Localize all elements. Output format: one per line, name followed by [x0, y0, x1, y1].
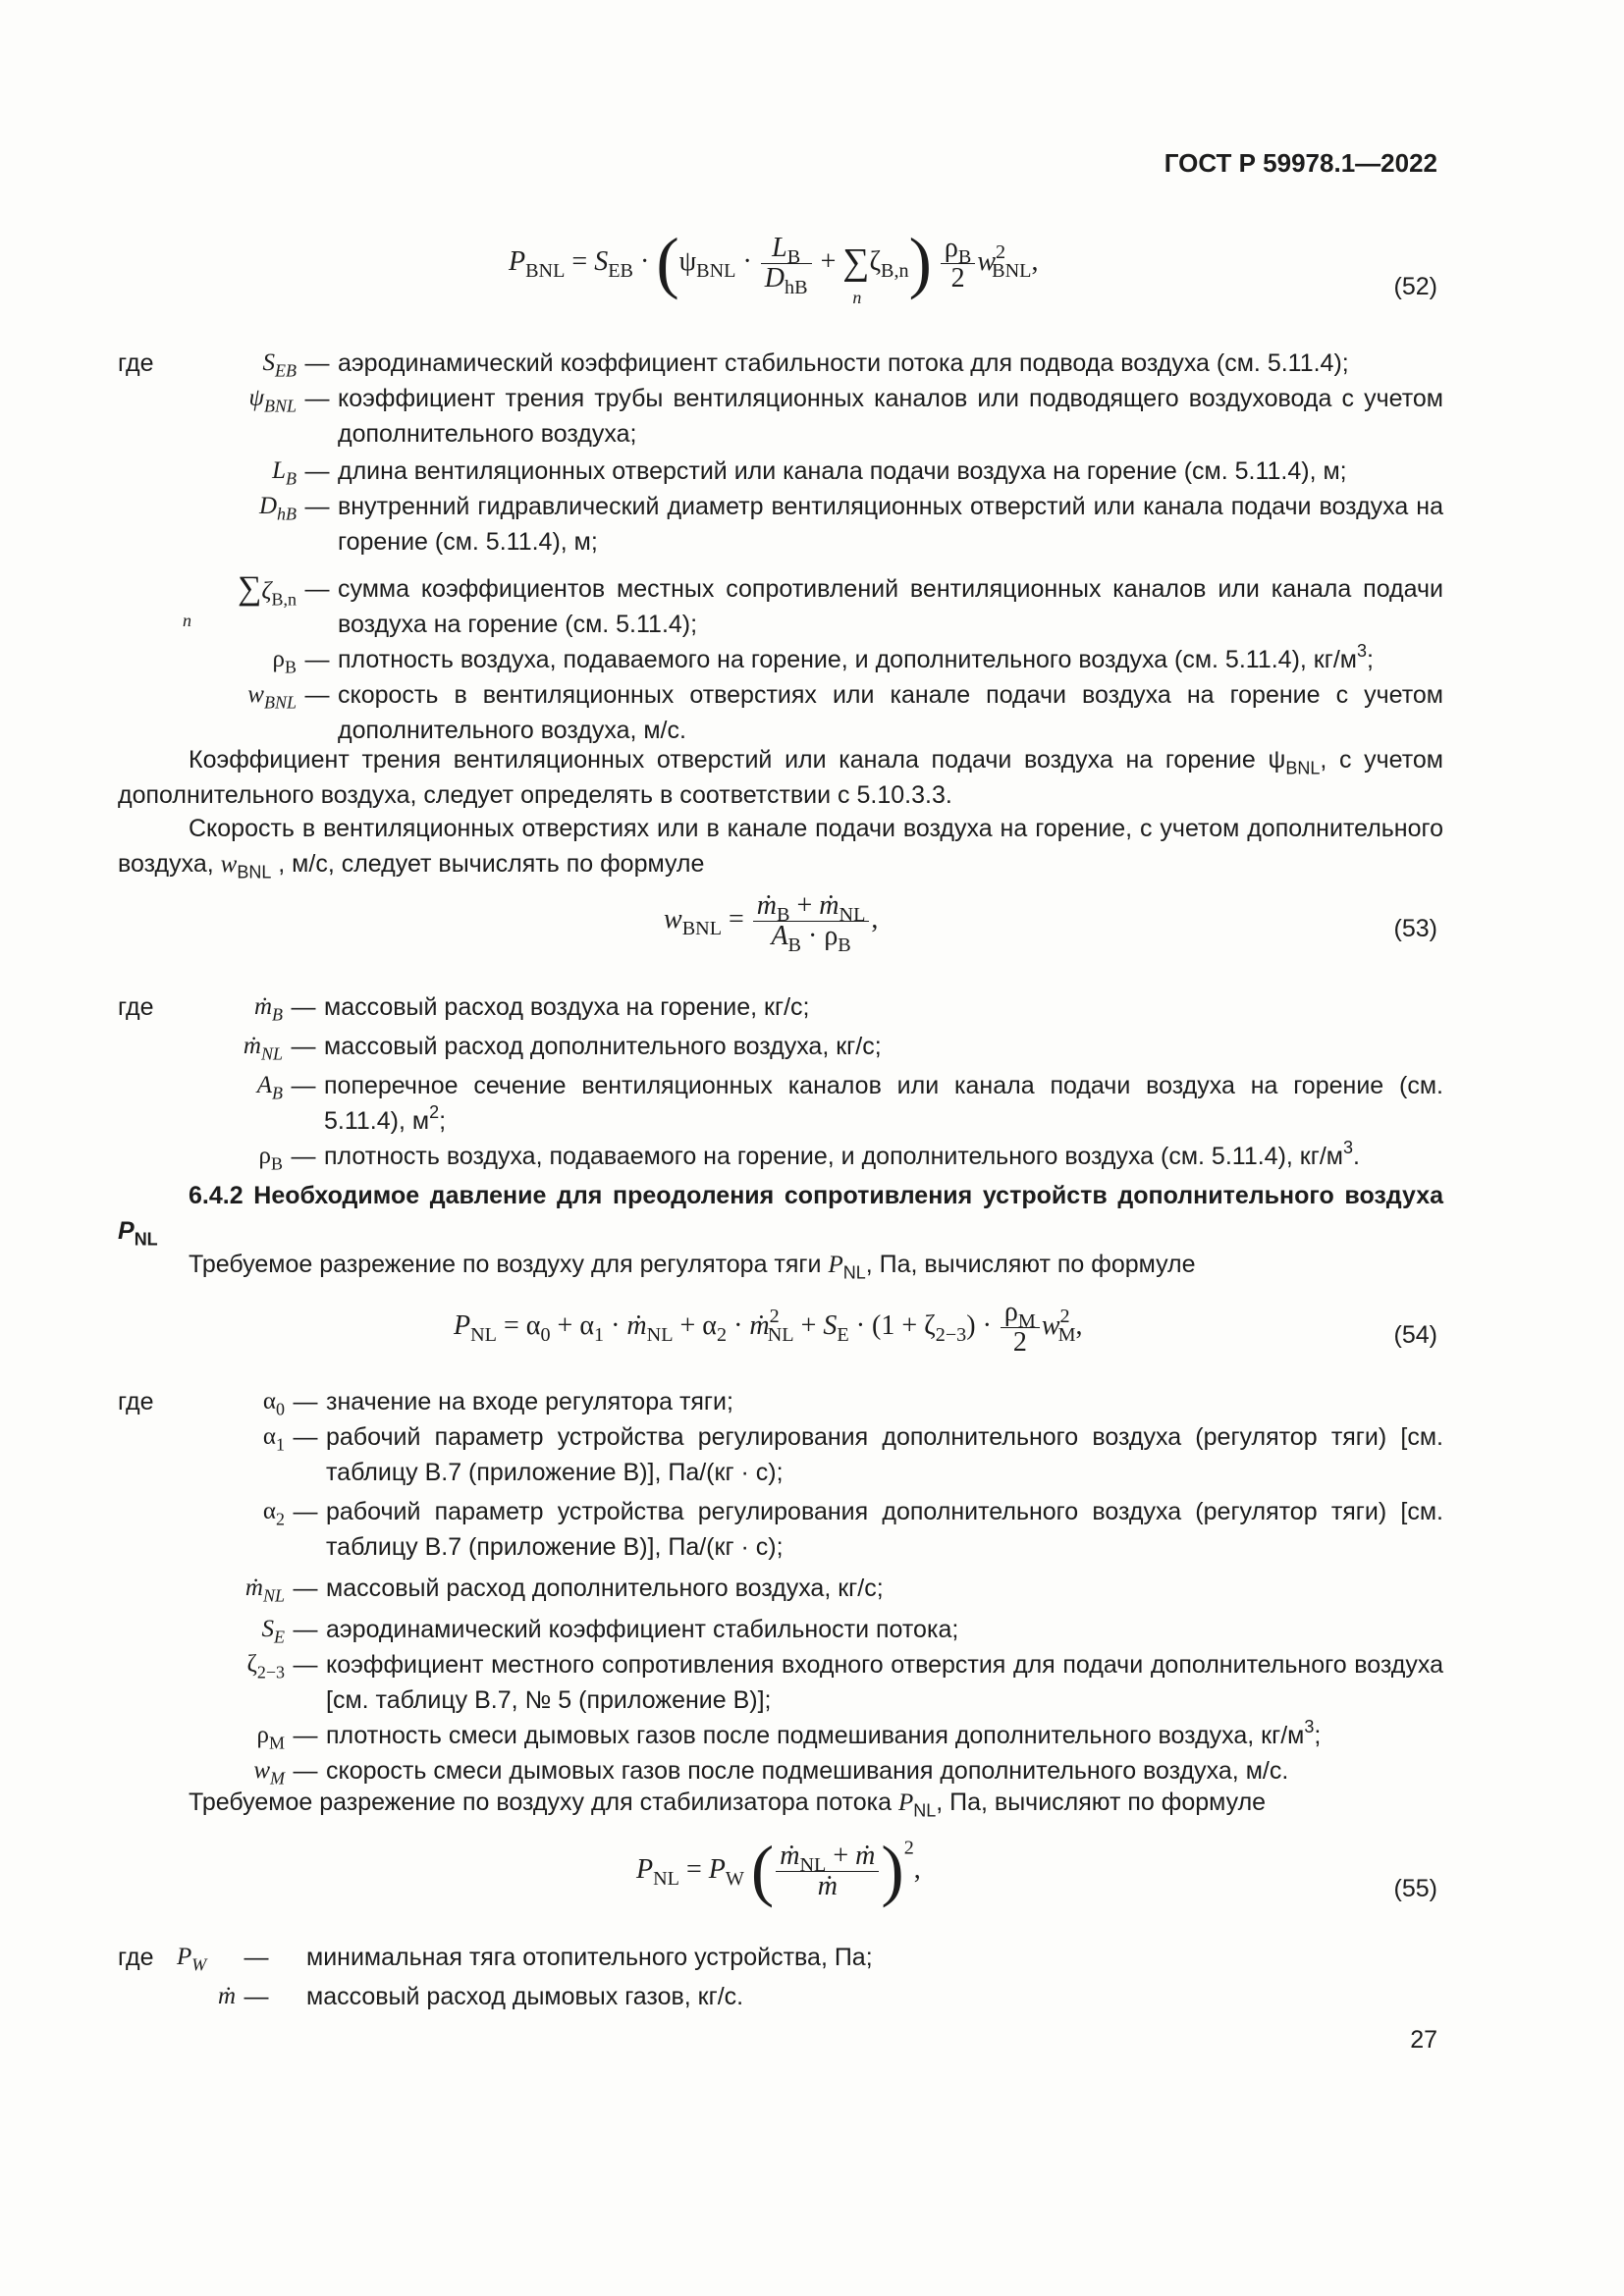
section-heading: 6.4.2 Необходимое давление для преодоления сопротивления устройств дополнительного воздуха $P_{NL}$ [118, 1182, 1443, 1250]
definition-item: $\alpha_1$ — рабочий параметр устройства регулирования дополнительного воздуха (регулятор тяги) [см. таблицу В.7 (приложение В)], Па/(кг · с); [262, 1423, 1443, 1486]
where-label: где [118, 349, 154, 377]
definition-item: $\alpha_2$ — рабочий параметр устройства регулирования дополнительного воздуха (регулятор тяги) [см. таблицу В.7 (приложение В)], Па/(кг · с); [262, 1498, 1443, 1561]
definition-item: $\sum\zeta_{B,n}$ n — сумма коэффициентов местных сопротивлений вентиляционных каналов или канала подачи воздуха на горение (см. 5.11.4); [183, 570, 1443, 638]
definition-item: где $P_W$ — минимальная тяга отопительного устройства, Па; [118, 1944, 873, 1975]
equation-55-number: (55) [1393, 1875, 1437, 1902]
definition-item: $A_B$ — поперечное сечение вентиляционных каналов или канала подачи воздуха на горение (см. 5.11.4), $м^2$; [256, 1072, 1443, 1135]
definition-item: где $S_{EB}$ — аэродинамический коэффициент стабильности потока для подвода воздуха (см. 5.11.4); [118, 346, 1443, 381]
paragraph-friction: Коэффициент трения вентиляционных отверстий или канала подачи воздуха на горение $\psi_{BNL}$, с учетом дополнительного воздуха, следует определять в соответствии с 5.10.3.3. [118, 746, 1443, 809]
definition-item: $\psi_{BNL}$ — коэффициент трения трубы вентиляционных каналов или подводящего воздуховода с учетом дополнительного воздуха; [248, 385, 1443, 448]
definition-item: $w_{BNL}$ — скорость в вентиляционных отверстиях или канале подачи воздуха на горение с учетом дополнительного воздуха, м/с. [247, 681, 1443, 744]
page-number: 27 [1410, 2026, 1437, 2054]
definition-item: $\rho_M$ — плотность смеси дымовых газов после подмешивания дополнительного воздуха, $кг/м^3$; [256, 1717, 1322, 1753]
equation-54-number: (54) [1393, 1321, 1437, 1349]
definition-item: $\rho_B$ — плотность воздуха, подаваемого на горение, и дополнительного воздуха (см. 5.11.4), $кг/м^3$. [258, 1138, 1360, 1174]
paragraph-velocity: Скорость в вентиляционных отверстиях или в канале подачи воздуха на горение, с учетом дополнительного воздуха, $w_{BNL}$ , м/с, следует вычислять по формуле [118, 815, 1443, 882]
definitions-53 [118, 989, 1443, 1174]
definitions-52 [118, 346, 1443, 748]
equation-52-number: (52) [1393, 273, 1437, 300]
equation-52: $P_{BNL} = S_{EB} \cdot (\psi_{BNL}$ · $\frac{L_B}{D_{hB}}$ + ∑ n $\zeta_{B,n}$) $\frac{\rho_B}{2}$ $w^2_{BNL}$, [509, 225, 1039, 307]
equation-53: $w_{BNL}$ = $\frac{ṁ_B + ṁ_{NL}}{A_B \cdot \rho_B}$ , [664, 890, 879, 957]
definition-item: ṁ$_{NL}$ — массовый расход дополнительного воздуха, кг/с; [243, 1033, 882, 1064]
definitions-54 [118, 1384, 1443, 1789]
definition-item: $\zeta_{2-3}$ — коэффициент местного сопротивления входного отверстия для подачи дополнительного воздуха [см. таблицу В.7, № 5 (приложение В)]; [246, 1651, 1443, 1714]
definition-item: $w_M$ — скорость смеси дымовых газов после подмешивания дополнительного воздуха, м/с. [253, 1757, 1289, 1789]
definition-item: $L_B$ — длина вентиляционных отверстий или канала подачи воздуха на горение (см. 5.11.4), м; [272, 457, 1347, 489]
definition-item: $D_{hB}$ — внутренний гидравлический диаметр вентиляционных отверстий или канала подачи воздуха на горение (см. 5.11.4), м; [258, 493, 1443, 556]
equation-54: $P_{NL} = \alpha_0 + \alpha_1$ · ṁ$_{NL}$ + $\alpha_2$ · ṁ$^2_{NL}$ + $S_E \cdot (1 + \zeta_{2-3})$ · $\frac{\rho_M}{2}$ $w^2_M$, [454, 1297, 1083, 1358]
equation-53-number: (53) [1393, 915, 1437, 942]
definition-item: где ṁ$_B$ — массовый расход воздуха на горение, кг/с; [118, 993, 810, 1025]
standard-header: ГОСТ Р 59978.1—2022 [1164, 148, 1437, 178]
definition-item: $S_E$ — аэродинамический коэффициент стабильности потока; [261, 1616, 959, 1647]
definitions-55 [118, 1940, 1443, 2014]
definition-item: $\rho_B$ — плотность воздуха, подаваемого на горение, и дополнительного воздуха (см. 5.11.4), $кг/м^3$; [272, 641, 1374, 677]
definition-item: ṁ — массовый расход дымовых газов, кг/с. [217, 1983, 744, 2010]
equation-55: $P_{NL} = P_W$ ( $\frac{ṁ_{NL} + ṁ}{\text{ṁ}}$ )$^2$, [636, 1833, 921, 1909]
paragraph-flow-stabilizer: Требуемое разрежение по воздуху для стабилизатора потока $P_{NL}$, Па, вычисляют по формуле [189, 1789, 1267, 1821]
definition-item: где $\alpha_0$ — значение на входе регулятора тяги; [118, 1388, 733, 1419]
paragraph-draft-regulator: Требуемое разрежение по воздуху для регулятора тяги $P_{NL}$, Па, вычисляют по формуле [189, 1251, 1196, 1283]
definition-item: ṁ$_{NL}$ — массовый расход дополнительного воздуха, кг/с; [244, 1575, 884, 1606]
